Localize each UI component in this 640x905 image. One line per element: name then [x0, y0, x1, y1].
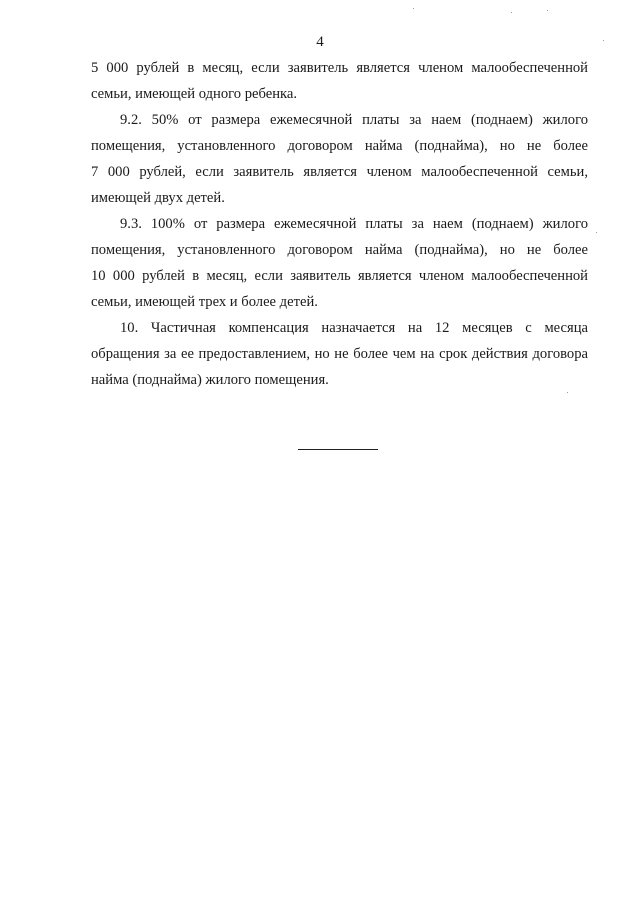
- text-line: 9.2. 50% от размера ежемесячной платы за наем (поднаем) жилого: [120, 112, 588, 128]
- text-line: 10 000 рублей в месяц, если заявитель является членом малообеспеченной: [91, 268, 588, 284]
- text-line: 9.3. 100% от размера ежемесячной платы за наем (поднаем) жилого: [120, 216, 588, 232]
- paragraph-continuation: [91, 55, 588, 107]
- text-line: обращения за ее предоставлением, но не более чем на срок действия договора: [91, 346, 588, 362]
- paragraph-9-3: [91, 211, 588, 315]
- text-line: найма (поднайма) жилого помещения.: [91, 372, 329, 388]
- paragraph-9-2: [91, 107, 588, 211]
- text-line: 7 000 рублей, если заявитель является членом малообеспеченной семьи,: [91, 164, 588, 180]
- text-line: семьи, имеющей одного ребенка.: [91, 86, 297, 102]
- paragraph-10: [91, 315, 588, 393]
- scan-speck: [413, 8, 414, 9]
- end-of-document-rule: [298, 449, 378, 450]
- scan-speck: [596, 232, 597, 233]
- text-line: семьи, имеющей трех и более детей.: [91, 294, 318, 310]
- text-line: 10. Частичная компенсация назначается на 12 месяцев с месяца: [120, 320, 588, 336]
- scan-speck: [547, 10, 548, 11]
- scan-speck: [567, 392, 568, 393]
- text-line: имеющей двух детей.: [91, 190, 225, 206]
- text-line: помещения, установленного договором найма (поднайма), но не более: [91, 242, 588, 258]
- page-number: 4: [316, 34, 324, 50]
- text-line: помещения, установленного договором найма (поднайма), но не более: [91, 138, 588, 154]
- scan-speck: [511, 12, 512, 13]
- document-body: [91, 55, 588, 393]
- scan-speck: [603, 40, 604, 41]
- text-line: 5 000 рублей в месяц, если заявитель является членом малообеспеченной: [91, 60, 588, 76]
